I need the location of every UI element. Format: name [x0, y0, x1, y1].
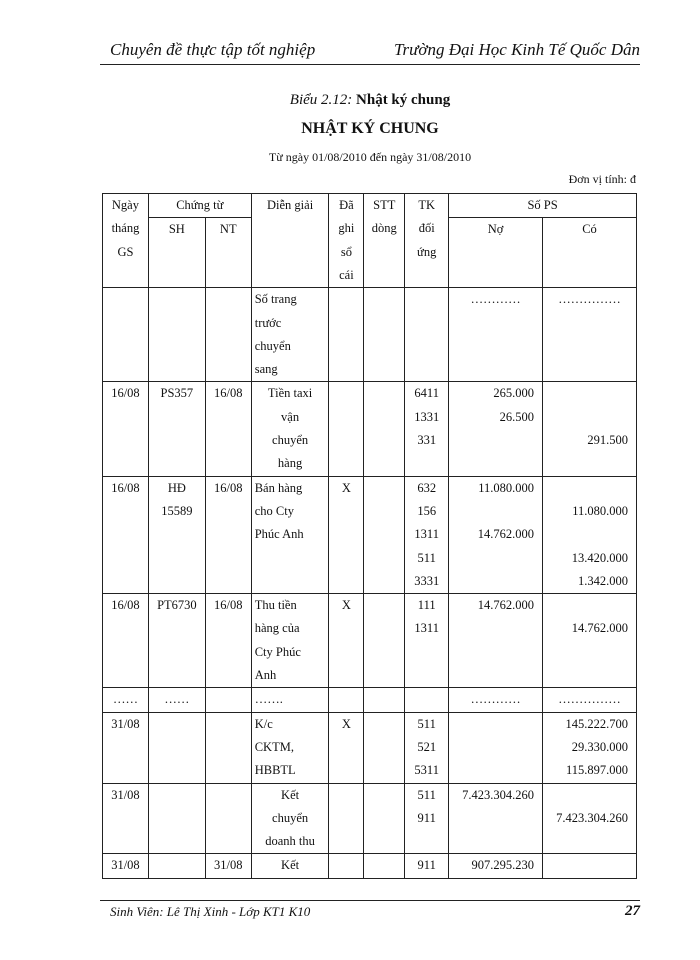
- cell-description-line: Thu tiền: [254, 598, 297, 613]
- cell-description: [251, 688, 329, 712]
- cell-posted-line: [332, 688, 360, 711]
- cell-posted: [329, 476, 364, 594]
- cell-date: [103, 288, 149, 382]
- cell-credit-line: 14.762.000: [571, 621, 628, 636]
- cell-debit-line: 14.762.000: [477, 527, 535, 542]
- header-line: Ngày: [111, 198, 139, 212]
- cell-account-line: 511: [417, 716, 436, 731]
- cell-date-line: 16/08: [111, 598, 140, 613]
- caption-prefix: Biểu 2.12:: [289, 92, 353, 108]
- cell-description-line: doanh thu: [265, 834, 315, 849]
- page-footer: [100, 900, 640, 923]
- col-so-ps: Số PS: [449, 194, 637, 218]
- cell-account-line: 156: [417, 503, 437, 518]
- cell-credit-line: [546, 406, 628, 429]
- cell-description: [251, 382, 329, 476]
- cell-posted-line: [332, 288, 360, 311]
- col-tk: [405, 194, 449, 288]
- cell-posted: [329, 594, 364, 688]
- cell-nt: [205, 688, 251, 712]
- cell-description: [251, 476, 329, 594]
- cell-description-line: Số trang: [254, 292, 297, 307]
- cell-debit: [449, 382, 543, 476]
- cell-description: [251, 783, 329, 854]
- cell-debit: [449, 288, 543, 382]
- cell-posted: [329, 854, 364, 878]
- table-row: [103, 854, 637, 878]
- header-line: ghi: [338, 221, 355, 236]
- header-line: cái: [339, 267, 354, 282]
- table-row: [103, 288, 637, 382]
- header-right: Trường Đại Học Kinh Tế Quốc Dân: [394, 40, 640, 59]
- cell-sh: [148, 476, 205, 594]
- cell-stt: [364, 854, 405, 878]
- cell-debit-line: [452, 759, 534, 782]
- cell-credit: [543, 688, 637, 712]
- cell-debit-line: …………: [470, 292, 521, 307]
- cell-nt-line: [209, 784, 248, 807]
- col-stt: [364, 194, 405, 288]
- cell-nt: [205, 288, 251, 382]
- cell-description-line: Cty Phúc: [254, 644, 301, 659]
- cell-description-line: chuyển: [272, 810, 309, 825]
- cell-description-line: K/c: [254, 716, 273, 731]
- cell-credit-line: ……………: [558, 692, 621, 707]
- cell-description-line: Kết: [281, 858, 300, 873]
- cell-date: [103, 594, 149, 688]
- cell-account: [405, 783, 449, 854]
- col-sh: SH: [148, 218, 205, 288]
- header-line: TK: [418, 198, 436, 212]
- cell-nt: [205, 783, 251, 854]
- col-chung-tu: Chứng từ: [148, 194, 251, 218]
- table-row: [103, 382, 637, 476]
- cell-description-line: vận: [281, 409, 300, 424]
- cell-debit-line: [452, 736, 534, 759]
- cell-nt-line: 16/08: [214, 386, 243, 401]
- cell-date-line: ……: [112, 692, 138, 707]
- cell-account-line: 111: [417, 598, 436, 613]
- col-nt: NT: [205, 218, 251, 288]
- cell-account: [405, 382, 449, 476]
- cell-credit: [543, 783, 637, 854]
- cell-account: [405, 854, 449, 878]
- cell-account-line: 1311: [414, 621, 439, 636]
- table-row: [103, 783, 637, 854]
- cell-nt: [205, 712, 251, 783]
- cell-debit: [449, 476, 543, 594]
- cell-posted: [329, 783, 364, 854]
- cell-description: [251, 854, 329, 878]
- header-line: ứng: [417, 244, 437, 259]
- header-line: tháng: [111, 221, 140, 236]
- cell-debit-line: [452, 617, 534, 640]
- cell-sh: [148, 854, 205, 878]
- cell-description-line: HBBTL: [254, 763, 296, 778]
- header-row-1: [103, 194, 637, 218]
- cell-description-line: chuyển: [254, 338, 291, 353]
- cell-description-line: hàng của: [254, 621, 300, 636]
- cell-debit-line: 907.295.230: [471, 858, 535, 873]
- cell-nt: [205, 854, 251, 878]
- cell-sh: [148, 688, 205, 712]
- cell-credit-line: ……………: [558, 292, 621, 307]
- cell-sh: [148, 288, 205, 382]
- cell-date-line: 31/08: [111, 858, 140, 873]
- caption-text: Nhật ký chung: [356, 92, 451, 108]
- cell-account: [405, 688, 449, 712]
- cell-date-line: 16/08: [111, 386, 140, 401]
- cell-account: [405, 288, 449, 382]
- cell-description-line: cho Cty: [254, 503, 294, 518]
- cell-sh-line: PT6730: [157, 598, 197, 613]
- header-line: GS: [117, 244, 134, 259]
- cell-account-line: 911: [417, 810, 436, 825]
- cell-credit-line: 145.222.700: [565, 716, 628, 731]
- col-ngay: [103, 194, 149, 288]
- cell-date-line: [106, 288, 145, 311]
- cell-debit-line: [452, 570, 534, 593]
- cell-stt: [364, 712, 405, 783]
- header-line: đối: [418, 221, 435, 236]
- header-line: Đã: [339, 198, 354, 212]
- cell-stt: [364, 783, 405, 854]
- header-line: sổ: [340, 244, 352, 259]
- cell-credit-line: [546, 523, 628, 546]
- cell-posted-line: [332, 784, 360, 807]
- cell-credit-line: 13.420.000: [571, 550, 628, 565]
- cell-date: [103, 476, 149, 594]
- cell-sh-line: PS357: [160, 386, 194, 401]
- cell-date: [103, 688, 149, 712]
- journal-table: [102, 193, 637, 879]
- cell-account-line: 511: [417, 550, 436, 565]
- cell-account-line: 1331: [414, 409, 440, 424]
- cell-posted: [329, 288, 364, 382]
- cell-description-line: trước: [254, 315, 282, 330]
- cell-account-line: 6411: [414, 386, 439, 401]
- cell-stt: [364, 688, 405, 712]
- cell-description-line: …….: [254, 692, 283, 707]
- cell-nt-line: 31/08: [214, 858, 243, 873]
- cell-credit: [543, 854, 637, 878]
- cell-credit-line: [546, 854, 628, 877]
- cell-credit: [543, 594, 637, 688]
- cell-account-line: 3331: [414, 573, 440, 588]
- cell-nt: [205, 594, 251, 688]
- table-row: [103, 476, 637, 594]
- cell-sh: [148, 712, 205, 783]
- cell-account: [405, 594, 449, 688]
- cell-debit: [449, 712, 543, 783]
- cell-debit-line: [452, 713, 534, 736]
- cell-nt: [205, 382, 251, 476]
- col-dien-giai: Diễn giải: [251, 194, 329, 288]
- cell-description-line: sang: [254, 362, 278, 377]
- col-da-ghi: [329, 194, 364, 288]
- page-header: [100, 38, 640, 65]
- cell-debit-line: 11.080.000: [478, 480, 535, 495]
- col-no: Nợ: [449, 218, 543, 288]
- cell-description-line: Phúc Anh: [254, 527, 304, 542]
- cell-description: [251, 594, 329, 688]
- cell-nt-line: 16/08: [214, 480, 243, 495]
- col-co: Có: [543, 218, 637, 288]
- cell-posted-line: X: [341, 480, 351, 495]
- cell-description-line: Kết: [281, 787, 300, 802]
- page-number: 27: [625, 903, 640, 919]
- document-title: NHẬT KÝ CHUNG: [301, 120, 439, 137]
- cell-debit: [449, 854, 543, 878]
- cell-date-line: 31/08: [111, 787, 140, 802]
- cell-debit-line: 14.762.000: [477, 598, 535, 613]
- cell-debit-line: 265.000: [493, 386, 535, 401]
- cell-stt: [364, 594, 405, 688]
- cell-credit-line: [546, 594, 628, 617]
- cell-debit-line: [452, 500, 534, 523]
- cell-credit-line: 1.342.000: [578, 573, 628, 588]
- cell-credit: [543, 476, 637, 594]
- cell-description-line: Anh: [254, 668, 277, 683]
- cell-date: [103, 382, 149, 476]
- cell-account: [405, 476, 449, 594]
- cell-debit: [449, 688, 543, 712]
- cell-nt: [205, 476, 251, 594]
- cell-credit: [543, 288, 637, 382]
- cell-credit: [543, 382, 637, 476]
- cell-date: [103, 783, 149, 854]
- cell-posted: [329, 688, 364, 712]
- cell-date-line: 16/08: [111, 480, 140, 495]
- cell-account-line: 911: [417, 858, 436, 873]
- cell-debit: [449, 783, 543, 854]
- header-line: dòng: [371, 221, 397, 236]
- table-row: [103, 712, 637, 783]
- cell-posted: [329, 382, 364, 476]
- cell-account-line: 521: [417, 739, 437, 754]
- cell-account-line: 1311: [414, 527, 439, 542]
- cell-sh-line: 15589: [161, 503, 193, 518]
- table-row: [103, 688, 637, 712]
- cell-debit-line: …………: [470, 692, 521, 707]
- cell-debit: [449, 594, 543, 688]
- date-range: Từ ngày 01/08/2010 đến ngày 31/08/2010: [268, 150, 472, 164]
- cell-account-line: 5311: [414, 763, 439, 778]
- cell-credit-line: 29.330.000: [571, 739, 628, 754]
- cell-posted-line: X: [341, 716, 351, 731]
- cell-posted: [329, 712, 364, 783]
- cell-credit-line: 11.080.000: [572, 503, 628, 518]
- footer-student: Sinh Viên: Lê Thị Xinh - Lớp KT1 K10: [110, 904, 311, 919]
- cell-sh-line: ……: [164, 692, 190, 707]
- cell-credit-line: [546, 784, 628, 807]
- cell-sh: [148, 594, 205, 688]
- cell-debit-line: [452, 547, 534, 570]
- header-left: Chuyên đề thực tập tốt nghiệp: [110, 40, 316, 59]
- cell-account-line: 511: [417, 787, 436, 802]
- cell-description-line: Bán hàng: [254, 480, 303, 495]
- cell-credit-line: 115.897.000: [565, 763, 628, 778]
- cell-credit-line: 7.423.304.260: [556, 810, 628, 825]
- cell-description-line: CKTM,: [254, 739, 294, 754]
- header-line: STT: [373, 198, 396, 212]
- cell-stt: [364, 382, 405, 476]
- cell-account: [405, 712, 449, 783]
- table-caption: [100, 92, 640, 109]
- cell-debit-line: [452, 429, 534, 452]
- cell-stt: [364, 476, 405, 594]
- cell-credit-line: [546, 382, 628, 405]
- cell-sh-line: HĐ: [167, 480, 186, 495]
- cell-credit-line: 291.500: [587, 433, 628, 448]
- cell-debit-line: [452, 807, 534, 830]
- cell-account-line: 632: [417, 480, 437, 495]
- cell-debit-line: 7.423.304.260: [462, 787, 535, 802]
- cell-posted-line: [332, 854, 360, 877]
- cell-posted-line: [332, 382, 360, 405]
- cell-nt-line: 16/08: [214, 598, 243, 613]
- cell-posted-line: X: [341, 598, 351, 613]
- cell-credit: [543, 712, 637, 783]
- cell-date: [103, 854, 149, 878]
- cell-date: [103, 712, 149, 783]
- cell-description: [251, 712, 329, 783]
- cell-sh: [148, 382, 205, 476]
- cell-description-line: Tiền taxi: [267, 386, 313, 401]
- cell-description: [251, 288, 329, 382]
- cell-stt: [364, 288, 405, 382]
- cell-nt-line: [209, 288, 248, 311]
- cell-credit-line: [546, 477, 628, 500]
- table-row: [103, 594, 637, 688]
- cell-sh: [148, 783, 205, 854]
- cell-account-line: 331: [417, 433, 437, 448]
- cell-debit-line: 26.500: [499, 409, 535, 424]
- unit-label: Đơn vị tính: đ: [568, 172, 636, 186]
- cell-description-line: hàng: [277, 456, 303, 471]
- cell-description-line: chuyển: [272, 433, 309, 448]
- cell-nt-line: [209, 688, 248, 711]
- cell-date-line: 31/08: [111, 716, 140, 731]
- cell-nt-line: [209, 713, 248, 736]
